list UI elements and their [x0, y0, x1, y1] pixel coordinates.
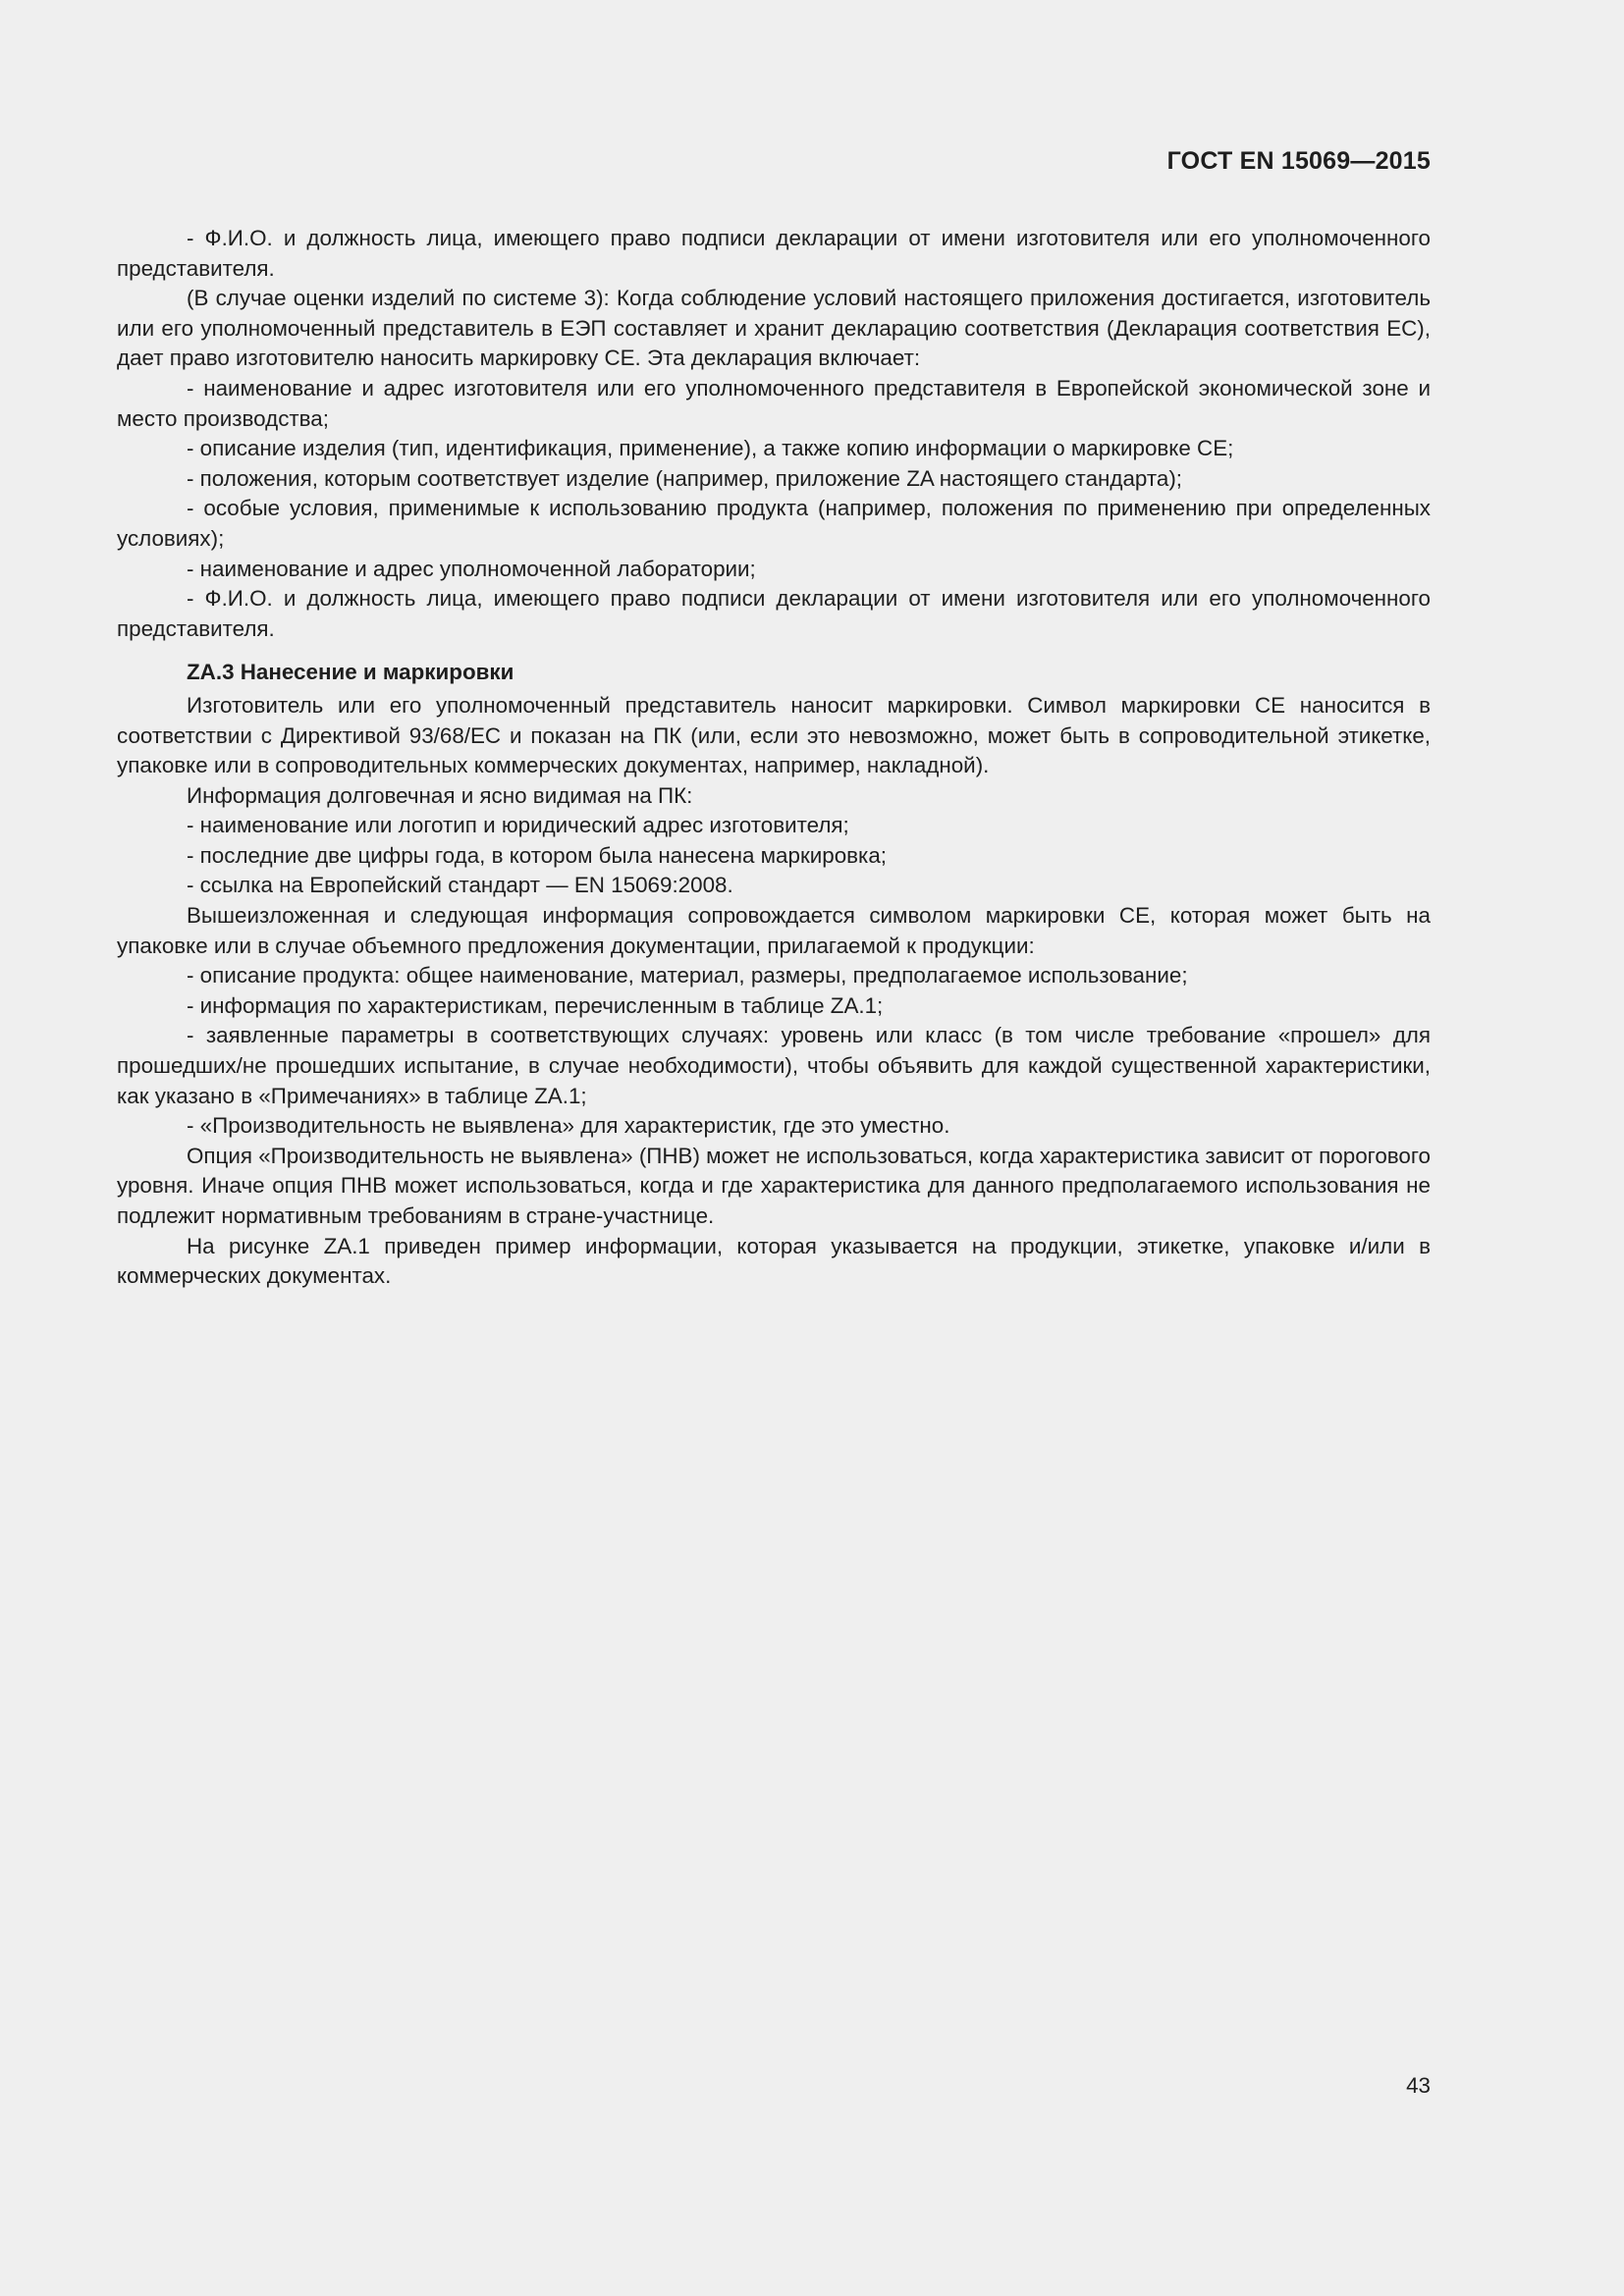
list-item: - Ф.И.О. и должность лица, имеющего право подписи декларации от имени изготовителя или его уполномоченного представителя.: [117, 586, 1431, 641]
list-item: - положения, которым соответствует изделие (например, приложение ZA настоящего стандарта);: [187, 465, 1182, 491]
paragraph: Информация долговечная и ясно видимая на ПК:: [187, 782, 693, 808]
list-item: - ссылка на Европейский стандарт — EN 15069:2008.: [187, 873, 733, 898]
list-item: - наименование и адрес изготовителя или его уполномоченного представителя в Европейской экономической зоне и место производства;: [117, 375, 1431, 431]
section-heading: ZA.3 Нанесение и маркировки: [187, 660, 514, 685]
paragraph: Вышеизложенная и следующая информация сопровождается символом маркировки СЕ, которая может быть на упаковке или в случае объемного предложения документации, прилагаемой к продукции:: [117, 903, 1431, 958]
list-item: - информация по характеристикам, перечисленным в таблице ZA.1;: [187, 992, 884, 1018]
paragraph: - Ф.И.О. и должность лица, имеющего право подписи декларации от имени изготовителя или его уполномоченного представителя.: [117, 226, 1431, 281]
paragraph: На рисунке ZA.1 приведен пример информации, которая указывается на продукции, этикетке, упаковке и/или в коммерческих документах.: [117, 1233, 1431, 1289]
list-item: - описание изделия (тип, идентификация, применение), а также копию информации о маркировке СЕ;: [187, 436, 1234, 461]
list-item: - особые условия, применимые к использованию продукта (например, положения по применению при определенных условиях);: [117, 496, 1431, 551]
paragraph: Опция «Производительность не выявлена» (ПНВ) может не использоваться, когда характеристика зависит от порогового уровня. Иначе опция ПНВ может использоваться, когда и где характеристика для данного предполагаемого использования не подлежит нормативным требованиям в стране-участнице.: [117, 1143, 1431, 1228]
document-header: ГОСТ EN 15069—2015: [1166, 147, 1431, 175]
list-item: - наименование или логотип и юридический адрес изготовителя;: [187, 813, 849, 838]
paragraph: (В случае оценки изделий по системе 3): Когда соблюдение условий настоящего приложения достигается, изготовитель или его уполномоченный представитель в ЕЭП составляет и хранит декларацию соответствия (Декларация соответствия ЕС), дает право изготовителю наносить маркировку СЕ. Эта декларация включает:: [117, 286, 1431, 371]
list-item: - наименование и адрес уполномоченной лаборатории;: [187, 556, 756, 581]
list-item: - последние две цифры года, в котором была нанесена маркировка;: [187, 842, 888, 868]
list-item: - заявленные параметры в соответствующих случаях: уровень или класс (в том числе требование «прошел» для прошедших/не прошедших испытание, в случае необходимости), чтобы объявить для каждой существенной характеристики, как указано в «Примечаниях» в таблице ZA.1;: [117, 1023, 1431, 1108]
page-number: 43: [1406, 2073, 1431, 2098]
list-item: - описание продукта: общее наименование, материал, размеры, предполагаемое использование;: [187, 963, 1188, 988]
paragraph: Изготовитель или его уполномоченный представитель наносит маркировки. Символ маркировки СЕ наносится в соответствии с Директивой 93/68/ЕС и показан на ПК (или, если это невозможно, может быть в сопроводительной этикетке, упаковке или в сопроводительных коммерческих документах, например, накладной).: [117, 692, 1431, 778]
document-body: [117, 224, 1431, 1292]
list-item: - «Производительность не выявлена» для характеристик, где это уместно.: [187, 1113, 950, 1139]
